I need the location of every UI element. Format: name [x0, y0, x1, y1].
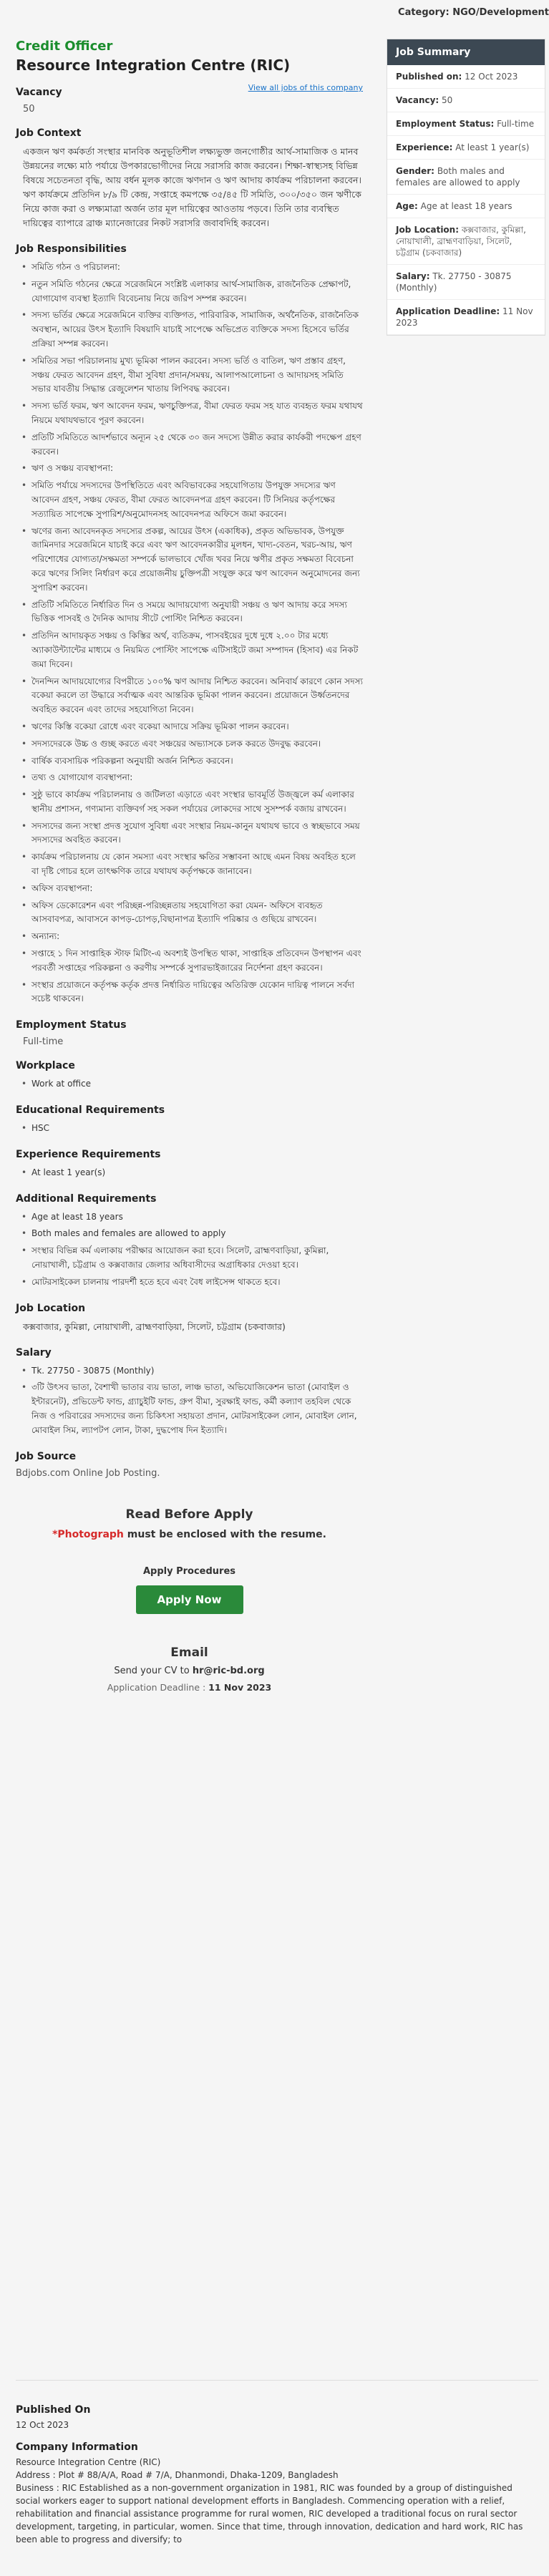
responsibility-item: • প্রতিটি সমিতিতে নির্ধারিত দিন ও সময়ে আদায়যোগ্য অনুযায়ী সঞ্চয় ও ঋণ আদায় করে সদস্য ভিত্তিক পাসবই ও দৈনিক আদায় সীটে পোস্টিং নিশ্চিত করবেন।: [31, 598, 363, 627]
responsibility-item: • তথ্য ও যোগাযোগ ব্যবস্থাপনা:: [31, 771, 363, 785]
summary-row: [387, 136, 545, 160]
list-item: • At least 1 year(s): [31, 1166, 363, 1180]
deadline-value: 11 Nov 2023: [208, 1681, 272, 1693]
summary-value: 12 Oct 2023: [465, 72, 518, 82]
list-item: • ৩টি উৎসব ভাতা, বৈশাখী ভাতার ব্যয় ভাতা, লাঞ্চ ভাতা, অভিযোজিকেশন ভাতা (মোবাইল ও ইন্টারনেট), প্রভিডেন্ট ফান্ড, গ্র্যাচুইটি ফান্ড, গ্রুপ বীমা, সুরক্ষাই ফান্ড, কর্মী কল্যাণ তহবিল থেকে নিজ ও পরিবারের সদস্যদের জন্য চিকিৎসা সহায়তা প্রদান, মোটরসাইকেল লোন, মোবাইল লোন, মোবাইল সিম, ল্যাপটপ লোন, টাকা, দুদ্ধপোষ দিন ইত্যাদি।: [31, 1381, 363, 1437]
responsibility-item: • সংস্থার প্রয়োজনে কর্তৃপক্ষ কর্তৃক প্রদত্ত নির্ধারিত দায়িত্বের অতিরিক্ত যেকোন দায়িত্ব পালনে সর্বদা সচেষ্ট থাকবেন।: [31, 978, 363, 1007]
email-address[interactable]: hr@ric-bd.org: [192, 1665, 265, 1676]
responsibility-item: • অন্যান্য:: [31, 930, 363, 944]
apply-now-button[interactable]: Apply Now: [136, 1585, 243, 1614]
workplace-list: [16, 1077, 363, 1092]
company-info-address: Address : Plot # 88/A/A, Road # 7/A, Dhanmondi, Dhaka-1209, Bangladesh: [16, 2470, 339, 2480]
location-heading: Job Location: [16, 1302, 86, 1314]
deadline-label: Application Deadline :: [107, 1681, 209, 1693]
summary-value: Age at least 18 years: [420, 201, 512, 211]
category-label: Category: NGO/Development: [398, 7, 549, 18]
view-all-jobs-link[interactable]: View all jobs of this company: [248, 83, 363, 92]
job-summary-heading: Job Summary: [387, 39, 545, 65]
education-list: [16, 1122, 363, 1136]
responsibility-item: • কার্যক্রম পরিচালনায় যে কোন সমস্যা এবং সংস্থার ক্ষতির সম্ভাবনা আছে এমন বিষয় অবহিত হলে বা দৃষ্টি গোচর হলে তাৎক্ষণিক তারে যথাযথ কর্তৃপক্ষকে জানাবেন।: [31, 850, 363, 879]
summary-rows: [387, 65, 545, 335]
summary-row: [387, 160, 545, 195]
summary-value: At least 1 year(s): [455, 142, 530, 152]
responsibilities-heading: Job Responsibilities: [16, 243, 127, 255]
job-summary-sidebar: [387, 39, 545, 336]
apply-procedures-heading: Apply Procedures: [142, 1565, 236, 1577]
summary-row: [387, 300, 545, 335]
list-item: • HSC: [31, 1122, 363, 1136]
responsibility-item: • সমিতির সভা পরিচালনায় মুখ্য ভূমিকা পালন করবেন। সদস্য ভর্তি ও বাতিল, ঋণ প্রস্তাব গ্রহণ, সঞ্চয় ফেরত আবেদন গ্রহণ, বীমা সুবিধা প্রদান/সমন্বয়, আলাপআলোচনা ও আদায়সহ সমিতি সভার যাবতীয় সিদ্ধান্ত রেজুলেশন খাতায় লিপিবদ্ধ করবেন।: [31, 354, 363, 397]
summary-label: Job Location:: [396, 225, 460, 235]
summary-label: Salary:: [396, 271, 430, 281]
job-source-heading: Job Source: [16, 1450, 77, 1462]
summary-value: 11 Nov 2023: [396, 306, 533, 328]
job-context-text: একজন ঋণ কর্মকর্তা সংস্থার মানবিক অনুভূতিশীল লক্ষ্যভুক্ত জনগোষ্ঠীর আর্থ-সামাজিক ও মানব উন্নয়নের লক্ষ্যে মাঠ পর্যায়ে উপকারভোগীদের নিয়ে সরাসরি কাজ করবেন। শিক্ষা-স্বাস্থ্যসহ বিভিন্ন বিষয়ে সচেতনতা বৃদ্ধি, আয় বর্ধন মূলক কাজে ঋণদান ও ঋণ আদায় কার্যক্রম পরিচালনা করবেন। ঋণ কার্যক্রমে প্রতিদিন ৮/৯ টি কেন্দ্র, সপ্তাহে কমপক্ষে ৩৫/৪৫ টি সমিতি, ৩০০/৩৫০ জন ঋণীকে নিয়ে কাজ করা ও লক্ষ্যমাত্রা অর্জন তার মূল দায়িত্বের আওতায় পড়বে। তিনি তার ব্যবস্থিত দায়িত্বের ব্যাপারে ব্রাঞ্চ ম্যানেজারের নিকট সরাসরি জবাবদিহি করবেন।: [23, 146, 361, 228]
email-prefix: Send your CV to: [114, 1665, 193, 1676]
summary-row: [387, 218, 545, 265]
responsibility-item: • দৈনন্দিন আদায়যোগ্যের বিপরীতে ১০০% ঋণ আদায় নিশ্চিত করবেন। অনিবার্য কারণে কোন সদস্য বকেয়া করলে তা উদ্ধারে সর্বাত্মক এবং আন্তরিক ভূমিকা পালন করবেন। প্রয়োজনে উর্ধ্বতনদের অবহিত করবেন এবং তাদের সহযোগিতা নিবেন।: [31, 675, 363, 717]
summary-row: [387, 65, 545, 89]
summary-row: [387, 89, 545, 112]
responsibility-item: • সপ্তাহে ১ দিন সাপ্তাহিক স্টাফ মিটিং-এ অবশ্যই উপস্থিত থাকা, সাপ্তাহিক প্রতিবেদন উপস্থাপন এবং পরবর্তী সপ্তাহের পরিকল্পনা ও করণীয় সম্পর্কে সুপারভাইজারের নির্দেশনা গ্রহণ করবেন।: [31, 947, 363, 976]
summary-label: Gender:: [396, 166, 434, 176]
additional-list: [16, 1210, 363, 1290]
read-before-apply-heading: Read Before Apply: [125, 1507, 253, 1522]
summary-value: 50: [442, 95, 453, 105]
job-summary-card: [387, 39, 545, 336]
responsibility-item: • সদস্যদেরকে উচ্চ ও গুচ্ছ করতে এবং সঞ্চয়ের অভ্যাসকে চলক করতে উদবুদ্ধ করবেন।: [31, 737, 363, 752]
list-item: • সংস্থার বিভিন্ন কর্ম এলাকায় পরীক্ষার আয়োজন করা হবে। সিলেট, ব্রাহ্মণবাড়িয়া, কুমিল্লা, নোয়াখালী, চট্টগ্রাম ও কক্সবাজার জেলার অধিবাসীদের অগ্রাধিকার দেওয়া হবে।: [31, 1244, 363, 1273]
education-heading: Educational Requirements: [16, 1104, 165, 1117]
summary-value: Both males and females are allowed to apply: [396, 166, 520, 188]
deadline-line: [16, 1682, 363, 1693]
responsibility-item: • অফিস ব্যবস্থাপনা:: [31, 882, 363, 896]
list-item: • মোটরসাইকেল চালনায় পারদর্শী হতে হবে এবং বৈধ লাইসেন্স থাকতে হবে।: [31, 1275, 363, 1290]
published-heading: Published On: [16, 2404, 91, 2416]
summary-value: কক্সবাজার, কুমিল্লা, নোয়াখালী, ব্রাহ্মণবাড়িয়া, সিলেট, চট্টগ্রাম (চকবাজার): [396, 225, 526, 258]
vacancy-heading: Vacancy: [16, 87, 62, 98]
responsibility-item: • ঋণ ও সঞ্চয় ব্যবস্থাপনা:: [31, 462, 363, 476]
summary-label: Age:: [396, 201, 418, 211]
experience-heading: Experience Requirements: [16, 1148, 161, 1160]
summary-label: Application Deadline:: [396, 306, 500, 316]
job-main-content: [16, 39, 363, 1693]
summary-label: Experience:: [396, 142, 453, 152]
responsibility-item: • অফিস ডেকোরেশন এবং পরিচ্ছন্ন-পরিচ্ছন্নতায় সহযোগিতা করা যেমন- অফিসে ব্যবহৃত আসবাবপত্র, আবাসনে কাপড়-চোপড়,বিছানাপত্র ইত্যাদি পরিষ্কার ও গুছিয়ে রাখবেন।: [31, 899, 363, 928]
company-info-name: Resource Integration Centre (RIC): [16, 2457, 161, 2467]
list-item: • Tk. 27750 - 30875 (Monthly): [31, 1364, 363, 1379]
company-info-heading: Company Information: [16, 2441, 138, 2453]
divider: [16, 2380, 538, 2381]
photograph-label: *Photograph: [52, 1528, 124, 1540]
footer-info: [16, 2394, 538, 2546]
list-item: • Work at office: [31, 1077, 363, 1092]
responsibility-item: • বার্ষিক ব্যবসায়িক পরিকল্পনা অনুযায়ী অর্জন নিশ্চিত করবেন।: [31, 754, 363, 769]
responsibility-item: • সদস্য ভর্তির ক্ষেত্রে সরেজমিনে ব্যক্তির ব্যক্তিগত, পারিবারিক, সামাজিক, অর্থনৈতিক, রাজনৈতিক অবস্থান, আয়ের উৎস ইত্যাদি বিষয়াদি যাচাই সাপেক্ষে অভিপ্রেত ব্যক্তিকে সদস্য হিসেবে ভর্তির প্রক্রিয়া সম্পন্ন করবেন।: [31, 308, 363, 351]
responsibility-item: • প্রতিটি সমিতিতে আদর্শভাবে অন্যূন ২৫ থেকে ৩০ জন সদস্যে উন্নীত করার কার্যকরী পদক্ষেপ গ্রহণ করবেন।: [31, 431, 363, 460]
summary-value: Full-time: [497, 119, 535, 129]
location-value: কক্সবাজার, কুমিল্লা, নোয়াখালী, ব্রাহ্মণবাড়িয়া, সিলেট, চট্টগ্রাম (চকবাজার): [23, 1321, 286, 1332]
email-heading: Email: [170, 1645, 208, 1660]
company-info-business: Business : RIC Established as a non-government organization in 1981, RIC was founded by a group of distinguished social workers eager to support national development efforts in Bangladesh. Commencing operation with a relief, rehabilitation and financial assistance programme for rural women, RIC developed a traditional focus on rural sector development, targeting, in particular, women. Since that time, through innovation, dedication and hard work, RIC has been able to progress and diversify; to: [16, 2483, 523, 2545]
list-item: • Both males and females are allowed to apply: [31, 1227, 363, 1241]
photo-instruction-text: must be enclosed with the resume.: [123, 1528, 326, 1540]
responsibility-item: • সুষ্ঠু ভাবে কার্যক্রম পরিচালনায় ও জটিলতা এড়াতে এবং সংস্থার ভাবমূর্তি উজ্জ্বলে কর্ম এলাকার স্থানীয় প্রশাসন, গণ্যমান্য ব্যক্তিবর্গ সহ সকল পর্যায়ের লোকদের সাথে সুসম্পর্ক বজায় রাখবেন।: [31, 788, 363, 817]
responsibility-item: • ঋণের কিস্তি বকেয়া রোধে এবং বকেয়া আদায়ে সক্রিয় ভূমিকা পালন করবেন।: [31, 720, 363, 734]
salary-list: [16, 1364, 363, 1438]
responsibilities-list: [16, 261, 363, 1006]
experience-list: [16, 1166, 363, 1180]
responsibility-item: • প্রতিদিন আদায়কৃত সঞ্চয় ও কিস্তির অর্থ, ব্যতিক্রম, পাসবইয়ের দুধে দুধে ২.০০ টার মধ্যে অ্যাকাউন্ট্যান্টের মাধ্যমে ও নিয়মিত পোস্টিং সাপেক্ষে এটিসাইটে জমা সম্পাদন (হিসাব) এর নিকট জমা দিবেন।: [31, 629, 363, 671]
summary-row: [387, 265, 545, 300]
employment-status-value: Full-time: [23, 1036, 64, 1048]
published-value: 12 Oct 2023: [16, 2420, 69, 2430]
summary-row: [387, 112, 545, 136]
responsibility-item: • সমিতি গঠন ও পরিচালনা:: [31, 261, 363, 275]
responsibility-item: • সদস্য ভর্তি ফরম, ঋণ আবেদন ফরম, ঋণচুক্তিপত্র, বীমা ফেরত ফরম সহ যাত ব্যবহৃত ফরম যথাযথ নিয়মে যথাযথভাবে পূরণ করবেন।: [31, 399, 363, 428]
summary-label: Published on:: [396, 72, 462, 82]
responsibility-item: • নতুন সমিতি গঠনের ক্ষেত্রে সরেজমিনে সংশ্লিষ্ট এলাকার আর্থ-সামাজিক, রাজনৈতিক প্রেক্ষাপট, যোগাযোগ ব্যবস্থা ইত্যাদি বিবেচনায় নিয়ে জরিপ সম্পন্ন করবেন।: [31, 278, 363, 306]
summary-value: Tk. 27750 - 30875 (Monthly): [396, 271, 512, 293]
company-name: Resource Integration Centre (RIC): [16, 57, 291, 74]
vacancy-value: 50: [23, 104, 35, 115]
responsibility-item: • ঋণের জন্য আবেদনকৃত সদস্যের প্রকল্প, আয়ের উৎস (একাধিক), প্রকৃত অভিভাবক, উপযুক্ত জামিনদার সরেজমিনে যাচাই করে এবং ঋণ আবেদনকারীর মূলধন, খাদ্য-বেতন, খরচ-আয়, ঋণ পরিশোধের যোগ্যতা/সক্ষমতা সম্পর্কে ভালভাবে খোঁজ খবর নিয়ে ঋণীর প্রকৃত সক্ষমতা বিবেচনা করে ঋণের সিলিং নির্ধারণ করে প্রয়োজনীয় চুক্তিপত্রী সংযুক্ত করে ঋণ আবেদন অনুমোদনের জন্য সুপারিশ করবেন।: [31, 525, 363, 596]
responsibility-item: • সদস্যদের জন্য সংস্থা প্রদত্ত সুযোগ সুবিধা এবং সংস্থার নিয়ম-কানুন যথাযথ ভাবে ও স্বচ্ছভাবে সময় সদস্যদের অবহিত করবেন।: [31, 820, 363, 848]
job-context-heading: Job Context: [16, 127, 82, 139]
summary-label: Employment Status:: [396, 119, 495, 129]
responsibility-item: • সমিতি পর্যায়ে সদস্যদের উপস্থিতিতে এবং অবিভাবকের সহযোগিতায় উপযুক্ত সদস্যের ঋণ আবেদন গ্রহণ, সঞ্চয় ফেরত, বীমা ফেরত আবেদনপত্র গ্রহণ করবেন। টি সিনিয়র কর্তৃপক্ষের সত্যায়িত সাপেক্ষে সুপারিশ/অনুমোদনসহ আবেদনপত্র অফিসে জমা করবেন।: [31, 479, 363, 521]
employment-status-heading: Employment Status: [16, 1019, 127, 1031]
summary-row: [387, 195, 545, 218]
workplace-heading: Workplace: [16, 1060, 75, 1072]
job-source-value: Bdjobs.com Online Job Posting.: [16, 1467, 160, 1479]
summary-label: Vacancy:: [396, 95, 439, 105]
photo-instruction: [16, 1529, 363, 1540]
top-bar: [0, 0, 549, 29]
additional-heading: Additional Requirements: [16, 1192, 157, 1205]
job-title: Credit Officer: [16, 39, 113, 54]
email-instruction: [16, 1666, 363, 1676]
list-item: • Age at least 18 years: [31, 1210, 363, 1225]
salary-heading: Salary: [16, 1346, 52, 1359]
